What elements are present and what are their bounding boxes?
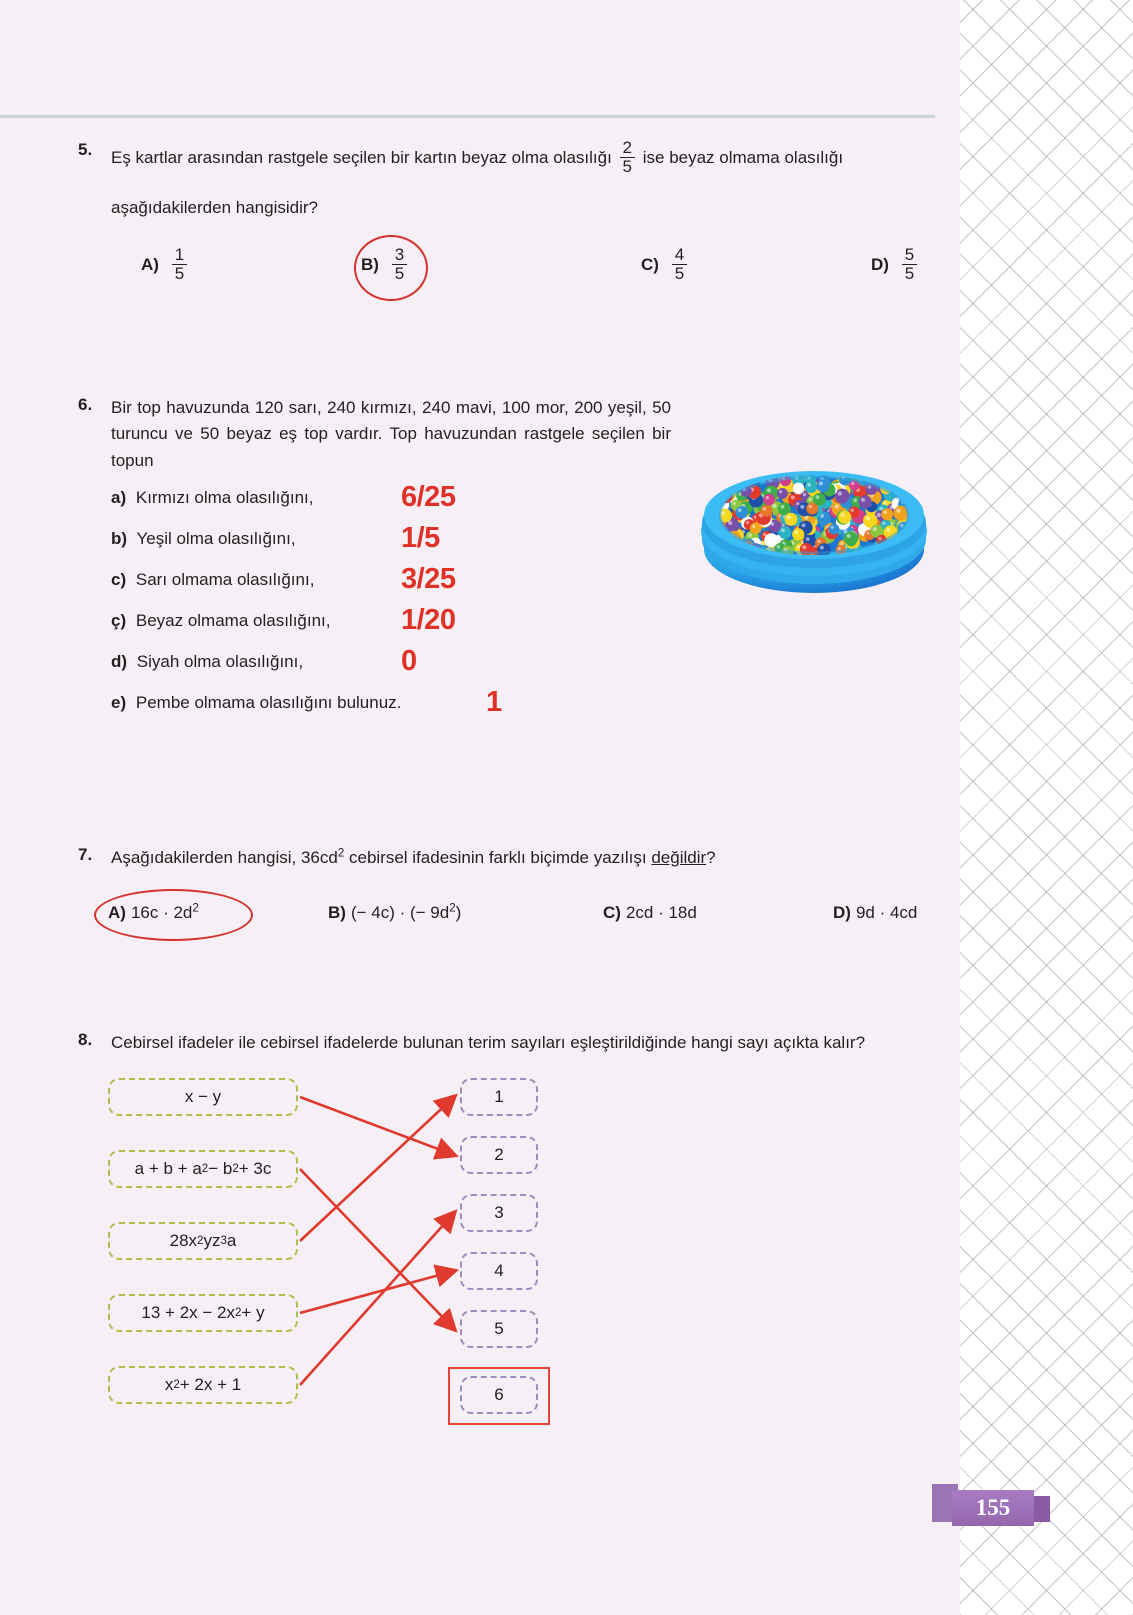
number-box-2[interactable]: 2 bbox=[460, 1136, 538, 1174]
item-d-text: Siyah olma olasılığını, bbox=[136, 652, 304, 672]
option-a-label: A) bbox=[141, 254, 159, 274]
fraction-numerator: 2 bbox=[622, 138, 632, 157]
question-5-fraction bbox=[620, 139, 635, 176]
item-c-text: Sarı olmama olasılığını, bbox=[135, 570, 315, 590]
question-7-text-mid: cebirsel ifadesinin farklı biçimde yazılışı bbox=[348, 848, 647, 867]
question-7-stem bbox=[111, 845, 958, 871]
number-box-4[interactable]: 4 bbox=[460, 1252, 538, 1290]
question-7 bbox=[78, 845, 958, 953]
question-5-number: 5. bbox=[78, 140, 93, 159]
question-7-options bbox=[78, 903, 958, 953]
fraction-numerator: 5 bbox=[904, 245, 915, 265]
option-a-label: A) bbox=[108, 903, 126, 923]
question-7-exponent: 2 bbox=[337, 847, 345, 860]
expression-box-2[interactable]: a + b + a 2 − b 2 + 3c bbox=[108, 1150, 298, 1188]
option-b-tail: ) bbox=[455, 903, 462, 923]
question-6-item-cc bbox=[111, 604, 948, 652]
question-5-option-d[interactable] bbox=[871, 247, 920, 284]
item-e-label: e) bbox=[111, 693, 127, 713]
option-d-value: 9d · 4cd bbox=[855, 903, 918, 923]
option-c-value: 2cd · 18d bbox=[625, 903, 697, 923]
number-box-5[interactable]: 5 bbox=[460, 1310, 538, 1348]
question-7-number: 7. bbox=[78, 845, 93, 864]
question-7-option-d[interactable] bbox=[833, 903, 917, 923]
option-d-fraction bbox=[902, 246, 917, 283]
question-5-line-2: aşağıdakilerden hangisidir? bbox=[111, 197, 318, 217]
ribbon-body bbox=[952, 1490, 1034, 1526]
question-5-option-a[interactable] bbox=[141, 247, 190, 284]
question-7-option-c[interactable] bbox=[603, 903, 697, 923]
answer-highlight-box-annotation bbox=[448, 1367, 550, 1425]
question-7-option-a[interactable] bbox=[108, 903, 199, 923]
question-5-options bbox=[111, 247, 948, 317]
item-c-label: c) bbox=[111, 570, 127, 590]
question-5-stem bbox=[111, 140, 948, 221]
number-box-3[interactable]: 3 bbox=[460, 1194, 538, 1232]
page-number-ribbon bbox=[932, 1478, 1052, 1534]
option-b-fraction bbox=[392, 246, 407, 283]
item-d-label: d) bbox=[111, 652, 128, 672]
question-5-text-after: ise beyaz olmama olasılığı bbox=[642, 147, 844, 167]
fraction-denominator: 5 bbox=[672, 264, 687, 283]
expression-box-4[interactable]: 13 + 2x − 2x 2 + y bbox=[108, 1294, 298, 1332]
item-a-handwritten-answer: 6/25 bbox=[401, 481, 456, 514]
item-b-text: Yeşil olma olasılığını, bbox=[136, 529, 296, 549]
question-7-text-before: Aşağıdakilerden hangisi, 36cd bbox=[111, 848, 338, 867]
question-6-item-d bbox=[111, 645, 948, 693]
question-5-option-c[interactable] bbox=[641, 247, 690, 284]
option-c-label: C) bbox=[603, 903, 621, 923]
question-5 bbox=[78, 140, 948, 317]
option-b-value: (− 4c) · (− 9d bbox=[350, 903, 450, 923]
item-b-handwritten-answer: 1/5 bbox=[401, 522, 440, 555]
question-7-text-end: ? bbox=[706, 848, 716, 867]
fraction-numerator: 1 bbox=[174, 245, 185, 265]
expression-box-5[interactable]: x 2 + 2x + 1 bbox=[108, 1366, 298, 1404]
question-6-stem: Bir top havuzunda 120 sarı, 240 kırmızı, 240 mavi, 100 mor, 200 yeşil, 50 turuncu ve 50 beyaz eş top vardır. Top havuzundan rastgele seçilen bir topun bbox=[111, 398, 671, 470]
expression-box-3[interactable]: 28x 2 yz 3 a bbox=[108, 1222, 298, 1260]
fraction-denominator: 5 bbox=[392, 264, 407, 283]
option-a-exponent: 2 bbox=[192, 902, 199, 915]
header-divider-rule bbox=[0, 115, 935, 118]
page-margin-lattice-pattern bbox=[960, 0, 1133, 1615]
question-8-number: 8. bbox=[78, 1030, 93, 1049]
question-5-option-b[interactable] bbox=[361, 247, 410, 284]
question-8 bbox=[78, 1030, 958, 1438]
question-8-stem: Cebirsel ifadeler ile cebirsel ifadelerde bulunan terim sayıları eşleştirildiğinde hangi sayı açıkta kalır? bbox=[111, 1033, 866, 1052]
number-box-1[interactable]: 1 bbox=[460, 1078, 538, 1116]
page-number-label: 155 bbox=[975, 1495, 1011, 1520]
item-e-handwritten-answer: 1 bbox=[486, 686, 502, 719]
option-a-fraction bbox=[172, 246, 187, 283]
item-e-text: Pembe olmama olasılığını bulunuz. bbox=[135, 693, 402, 713]
number-box-6[interactable]: 6 bbox=[460, 1376, 538, 1414]
item-a-text: Kırmızı olma olasılığını, bbox=[135, 488, 314, 508]
item-cc-label: ç) bbox=[111, 611, 127, 631]
expression-box-1[interactable]: x − y bbox=[108, 1078, 298, 1116]
option-d-label: D) bbox=[833, 903, 851, 923]
item-c-handwritten-answer: 3/25 bbox=[401, 563, 456, 596]
fraction-denominator: 5 bbox=[902, 264, 917, 283]
item-cc-text: Beyaz olmama olasılığını, bbox=[135, 611, 331, 631]
option-b-label: B) bbox=[361, 254, 379, 274]
fraction-numerator: 3 bbox=[394, 245, 405, 265]
item-d-handwritten-answer: 0 bbox=[401, 645, 417, 678]
fraction-denominator: 5 bbox=[172, 264, 187, 283]
option-d-label: D) bbox=[871, 254, 889, 274]
item-cc-handwritten-answer: 1/20 bbox=[401, 604, 456, 637]
question-8-matching-area bbox=[78, 1078, 598, 1438]
item-a-label: a) bbox=[111, 488, 127, 508]
ball-pit-image bbox=[688, 443, 940, 603]
item-b-label: b) bbox=[111, 529, 128, 549]
option-b-exponent: 2 bbox=[449, 902, 456, 915]
question-6-item-e bbox=[111, 686, 948, 734]
question-5-text-before: Eş kartlar arasından rastgele seçilen bir kartın beyaz olma olasılığı bbox=[111, 147, 612, 167]
question-7-option-b[interactable] bbox=[328, 903, 461, 923]
fraction-denominator: 5 bbox=[620, 157, 635, 176]
fraction-numerator: 4 bbox=[674, 245, 685, 265]
option-c-fraction bbox=[672, 246, 687, 283]
question-6-number: 6. bbox=[78, 395, 93, 414]
question-7-underlined-word: değildir bbox=[651, 848, 707, 867]
option-c-label: C) bbox=[641, 254, 659, 274]
option-b-label: B) bbox=[328, 903, 346, 923]
option-a-value: 16c · 2d bbox=[130, 903, 193, 923]
